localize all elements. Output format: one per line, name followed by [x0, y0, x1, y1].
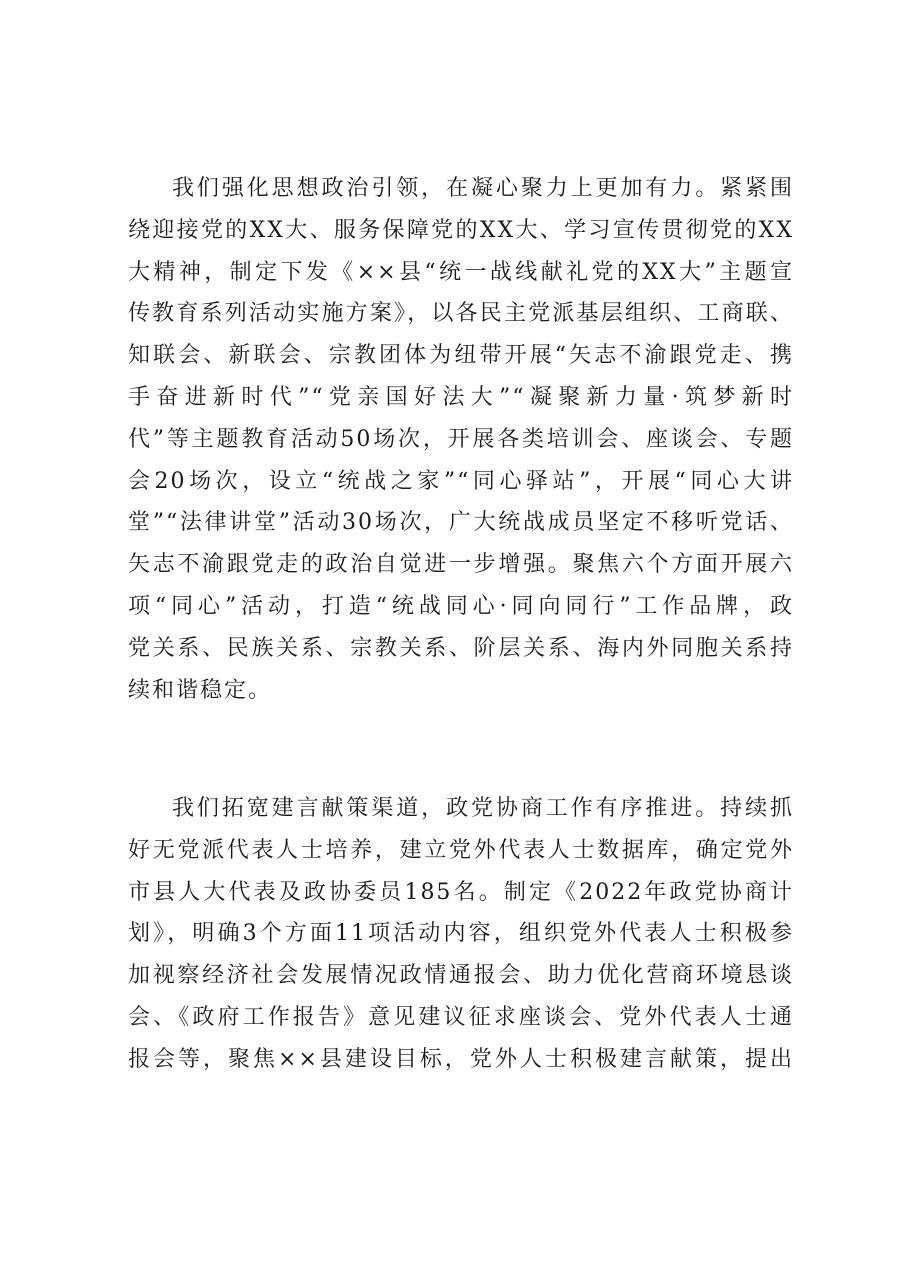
paragraph-line: 续和谐稳定。: [128, 677, 273, 703]
paragraph-line: 加视察经济社会发展情况政情通报会、助力优化营商环境恳谈: [128, 963, 794, 989]
paragraph-line: 代”等主题教育活动50场次，开展各类培训会、座谈会、专题: [128, 426, 794, 452]
paragraph-line: 报会等，聚焦××县建设目标，党外人士积极建言献策，提出: [128, 1046, 794, 1072]
paragraph-line: 会20场次，设立“统战之家”“同心驿站”，开展“同心大讲: [128, 468, 794, 494]
paragraph-line: 好无党派代表人士培养，建立党外代表人士数据库，确定党外: [128, 837, 794, 863]
paragraph-line: 堂”“法律讲堂”活动30场次，广大统战成员坚定不移听党话、: [128, 510, 794, 536]
paragraph-line: 划》，明确3个方面11项活动内容，组织党外代表人士积极参: [128, 921, 794, 947]
paragraph-line: 绕迎接党的XX大、服务保障党的XX大、学习宣传贯彻党的XX: [128, 217, 794, 243]
paragraph-line: 传教育系列活动实施方案》，以各民主党派基层组织、工商联、: [128, 301, 794, 327]
paragraph-line: 我们强化思想政治引领，在凝心聚力上更加有力。紧紧围: [172, 176, 794, 201]
paragraph-line: 党关系、民族关系、宗教关系、阶层关系、海内外同胞关系持: [128, 635, 794, 661]
paragraph-line: 我们拓宽建言献策渠道，政党协商工作有序推进。持续抓: [172, 796, 794, 821]
paragraph-line: 知联会、新联会、宗教团体为纽带开展“矢志不渝跟党走、携: [128, 343, 794, 369]
paragraph-party-consultation: [128, 788, 794, 1081]
paragraph-line: 项“同心”活动，打造“统战同心·同向同行”工作品牌，政: [128, 593, 794, 619]
paragraph-line: 会、《政府工作报告》意见建议征求座谈会、党外代表人士通: [128, 1004, 794, 1030]
paragraph-line: 大精神，制定下发《××县“统一战线献礼党的XX大”主题宣: [128, 259, 794, 285]
paragraph-line: 手奋进新时代”“党亲国好法大”“凝聚新力量·筑梦新时: [128, 384, 794, 410]
paragraph-united-front-ideology: [128, 168, 794, 711]
paragraph-line: 市县人大代表及政协委员185名。制定《2022年政党协商计: [128, 879, 794, 905]
paragraph-line: 矢志不渝跟党走的政治自觉进一步增强。聚焦六个方面开展六: [128, 552, 794, 578]
